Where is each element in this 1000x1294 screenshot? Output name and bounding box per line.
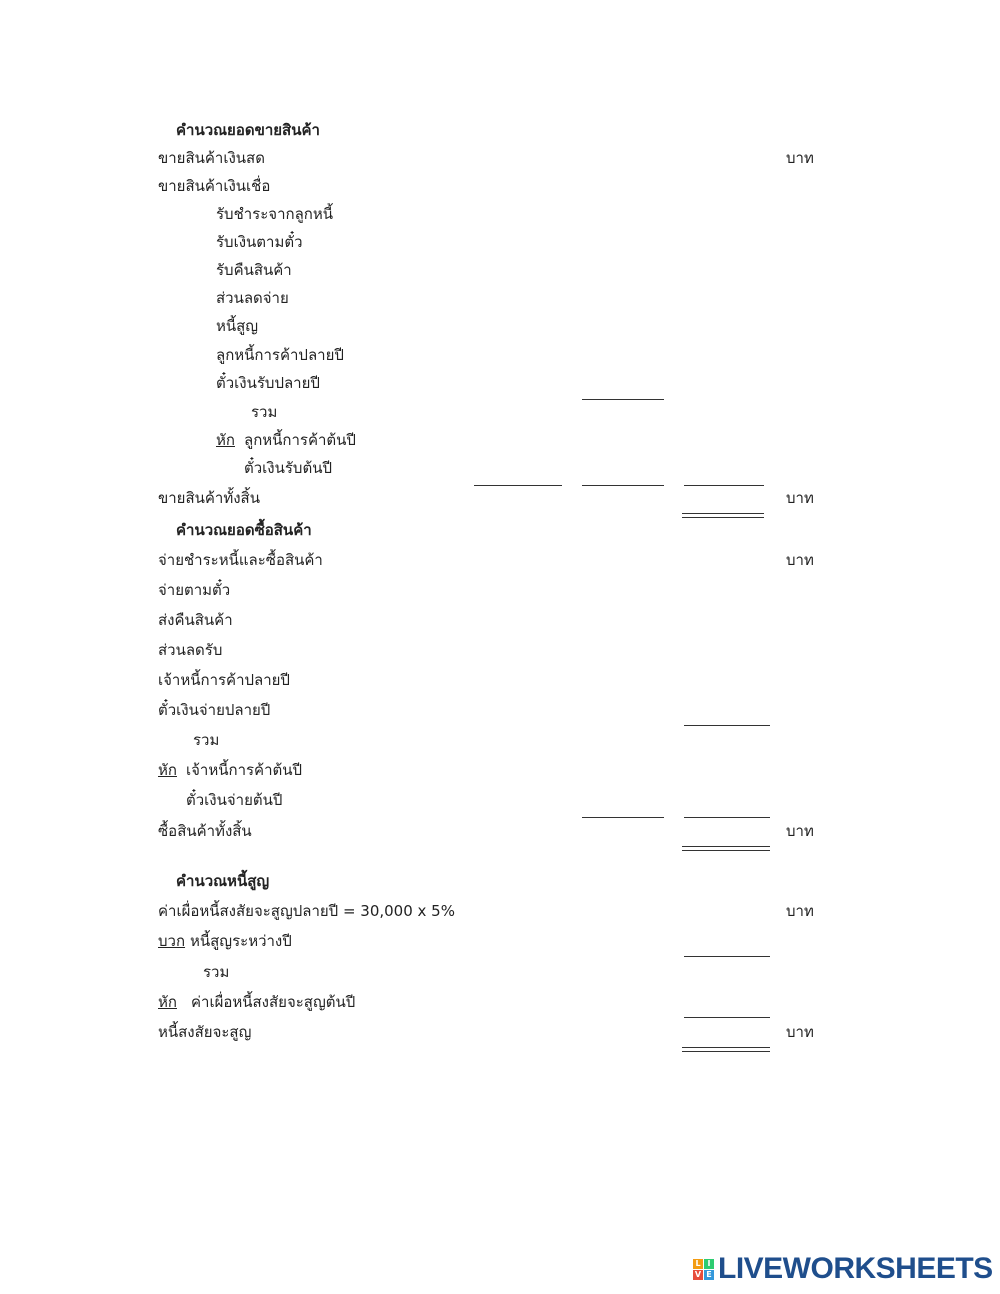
unit-label: บาท — [786, 822, 814, 840]
unit-label: บาท — [786, 551, 814, 569]
subtotal-line — [684, 1017, 770, 1018]
beginning-payables-label: เจ้าหนี้การค้าต้นปี — [186, 761, 303, 779]
sales-total-label: รวม — [251, 403, 278, 421]
liveworksheets-logo[interactable] — [693, 1254, 993, 1284]
ending-payables-label: เจ้าหนี้การค้าปลายปี — [158, 671, 290, 689]
ending-notes-payable-label: ตั๋วเงินจ่ายปลายปี — [158, 701, 271, 719]
doubtful-debt-expense-label: หนี้สงสัยจะสูญ — [158, 1023, 252, 1041]
bad-debt-total-label: รวม — [203, 963, 230, 981]
subtotal-line — [684, 956, 770, 957]
purchases-heading: คำนวณยอดซื้อสินค้า — [176, 521, 312, 539]
logo-letter-v: V — [694, 1269, 702, 1279]
total-double-line — [682, 846, 770, 851]
beginning-notes-payable-label: ตั๋วเงินจ่ายต้นปี — [186, 791, 283, 809]
less-label: หัก — [216, 431, 235, 449]
logo-letter-l: L — [693, 1259, 703, 1269]
subtotal-line — [684, 485, 764, 486]
receive-from-debtors-label: รับชำระจากลูกหนี้ — [216, 205, 334, 223]
discount-received-label: ส่วนลดรับ — [158, 641, 223, 659]
ending-notes-receivable-label: ตั๋วเงินรับปลายปี — [216, 374, 320, 392]
purchases-total-label: รวม — [193, 731, 220, 749]
pay-creditors-label: จ่ายชำระหนี้และซื้อสินค้า — [158, 551, 323, 569]
logo-letter-i: I — [704, 1259, 714, 1269]
ending-receivables-label: ลูกหนี้การค้าปลายปี — [216, 346, 344, 364]
total-double-line — [682, 1047, 770, 1052]
purchase-returns-label: ส่งคืนสินค้า — [158, 611, 233, 629]
subtotal-line — [582, 399, 664, 400]
discount-given-label: ส่วนลดจ่าย — [216, 289, 289, 307]
subtotal-line — [474, 485, 562, 486]
unit-label: บาท — [786, 1023, 814, 1041]
bad-debts-label: หนี้สูญ — [216, 317, 259, 335]
receive-notes-label: รับเงินตามตั๋ว — [216, 233, 303, 251]
sales-returns-label: รับคืนสินค้า — [216, 261, 292, 279]
less-label: หัก — [158, 993, 177, 1011]
less-label: หัก — [158, 761, 177, 779]
subtotal-line — [582, 485, 664, 486]
unit-label: บาท — [786, 149, 814, 167]
plus-label: บวก — [158, 932, 186, 950]
pay-notes-label: จ่ายตามตั๋ว — [158, 581, 231, 599]
sales-heading: คำนวณยอดขายสินค้า — [176, 121, 320, 139]
total-purchases-label: ซื้อสินค้าทั้งสิ้น — [158, 822, 252, 840]
logo-letter-e: E — [704, 1270, 714, 1280]
logo-text: LIVEWORKSHEETS — [718, 1252, 993, 1285]
unit-label: บาท — [786, 902, 814, 920]
cash-sales-label: ขายสินค้าเงินสด — [158, 149, 265, 167]
beginning-allowance-label: ค่าเผื่อหนี้สงสัยจะสูญต้นปี — [191, 993, 356, 1011]
bad-debt-heading: คำนวณหนี้สูญ — [176, 872, 270, 890]
total-double-line — [682, 513, 764, 518]
bad-debts-during-year-label: หนี้สูญระหว่างปี — [190, 932, 292, 950]
subtotal-line — [684, 817, 770, 818]
subtotal-line — [582, 817, 664, 818]
beginning-receivables-label: ลูกหนี้การค้าต้นปี — [244, 431, 356, 449]
beginning-notes-receivable-label: ตั๋วเงินรับต้นปี — [244, 459, 332, 477]
liveworksheets-logo-icon — [693, 1259, 714, 1280]
credit-sales-label: ขายสินค้าเงินเชื่อ — [158, 177, 271, 195]
total-sales-label: ขายสินค้าทั้งสิ้น — [158, 489, 260, 507]
ending-allowance-label: ค่าเผื่อหนี้สงสัยจะสูญปลายปี = 30,000 x 5% — [158, 902, 455, 920]
unit-label: บาท — [786, 489, 814, 507]
subtotal-line — [684, 725, 770, 726]
